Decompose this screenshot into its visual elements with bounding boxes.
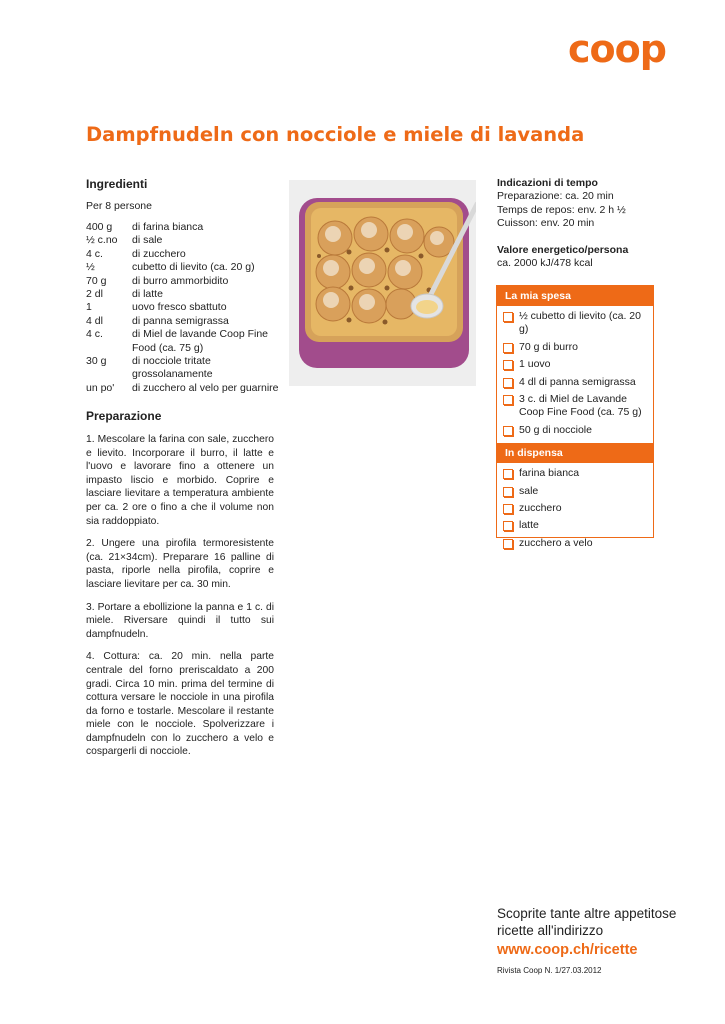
checklist-item (503, 502, 649, 515)
ingredient-row (86, 248, 286, 261)
ingredient-qty: 1 (86, 301, 92, 314)
preparation-steps (86, 433, 274, 768)
ingredient-qty: 2 dl (86, 288, 103, 301)
checklist-item (503, 310, 649, 337)
shopping-list-box (496, 285, 654, 549)
preparation-step: 3. Portare a ebollizione la panna e 1 c. di miele. Riversare quindi il tutto sui dampfnudeln. (86, 601, 274, 640)
issue-info: Rivista Coop N. 1/27.03.2012 (497, 966, 602, 975)
checkbox-icon[interactable] (503, 539, 513, 549)
ingredient-name: di Miel de lavande Coop Fine Food (ca. 75 g) (132, 328, 268, 354)
checklist-item (503, 519, 649, 532)
checklist-label: 1 uovo (519, 358, 551, 371)
website-link[interactable]: www.coop.ch/ricette (497, 942, 638, 958)
checklist-item (503, 485, 649, 498)
checkbox-icon[interactable] (503, 487, 513, 497)
ingredient-row (86, 261, 286, 274)
energy-info (497, 244, 657, 271)
checklist-label: 50 g di nocciole (519, 423, 592, 436)
checkbox-icon[interactable] (503, 504, 513, 514)
ingredient-name: di latte (132, 288, 163, 301)
ingredient-name: di zucchero al velo per guarnire (132, 381, 279, 394)
checklist-item (503, 537, 649, 550)
checklist-label: 3 c. di Miel de Lavande Coop Fine Food (ca. 75 g) (519, 393, 642, 419)
ingredients-heading: Ingredienti (86, 177, 148, 191)
ingredient-qty: 70 g (86, 274, 107, 287)
ingredient-qty: 30 g (86, 355, 107, 368)
checklist-label: latte (519, 519, 539, 532)
checkbox-icon[interactable] (503, 426, 513, 436)
ingredient-name: di panna semigrassa (132, 314, 229, 327)
checklist-label: zucchero (519, 502, 562, 515)
ingredient-qty: 4 c. (86, 328, 103, 341)
ingredient-name: di zucchero (132, 247, 186, 260)
servings-text: Per 8 persone (86, 200, 152, 212)
recipe-title: Dampfnudeln con nocciole e miele di lavanda (86, 123, 585, 146)
dispensa-list (497, 463, 653, 556)
cook-time: Cuisson: env. 20 min (497, 217, 595, 230)
checkbox-icon[interactable] (503, 312, 513, 322)
ingredient-row (86, 382, 286, 395)
checklist-item (503, 358, 649, 371)
ingredient-name: di burro ammorbidito (132, 274, 229, 287)
checklist-item (503, 467, 649, 480)
coop-logo: coop (568, 27, 666, 71)
checkbox-icon[interactable] (503, 378, 513, 388)
ingredient-qty: un po' (86, 381, 115, 394)
ingredient-row (86, 288, 286, 301)
ingredient-row (86, 301, 286, 314)
checklist-item (503, 376, 649, 389)
time-info (497, 177, 657, 231)
ingredient-row (86, 355, 286, 382)
ingredient-qty: 400 g (86, 221, 113, 233)
checklist-label: ½ cubetto di lievito (ca. 20 g) (519, 310, 641, 336)
checklist-item (503, 424, 649, 437)
mia-spesa-heading: La mia spesa (497, 286, 653, 306)
ingredients-list (86, 221, 286, 395)
prep-time: Preparazione: ca. 20 min (497, 190, 614, 203)
time-heading: Indicazioni di tempo (497, 177, 598, 189)
checklist-label: zucchero a velo (519, 536, 593, 549)
checklist-item (503, 341, 649, 354)
ingredient-qty: 4 dl (86, 314, 103, 327)
ingredient-qty: ½ c.no (86, 234, 118, 247)
energy-value: ca. 2000 kJ/478 kcal (497, 257, 593, 270)
checklist-item (503, 393, 649, 420)
checklist-label: 4 dl di panna semigrassa (519, 375, 636, 388)
preparation-step: 1. Mescolare la farina con sale, zucchero e lievito. Incorporare il burro, il latte e l'uovo e lavorare fino a ottenere un impasto liscio e morbido. Coprire e lasciare lievitare a temperatura ambiente per ca. 2 ore o fino a che il volume non sia raddoppiato. (86, 434, 274, 527)
checklist-label: sale (519, 484, 539, 497)
ingredient-row (86, 315, 286, 328)
checkbox-icon[interactable] (503, 360, 513, 370)
preparation-step: 2. Ungere una pirofila termoresistente (ca. 21×34cm). Preparare 16 palline di pasta, riporle nella pirofila, coprire e lasciare lievitare per ca. 30 min. (86, 538, 274, 590)
ingredient-qty: ½ (86, 261, 95, 274)
preparation-heading: Preparazione (86, 409, 162, 423)
ingredient-name: uovo fresco sbattuto (132, 301, 227, 314)
checkbox-icon[interactable] (503, 343, 513, 353)
promo-text: Scoprite tante altre appetitose ricette all'indirizzo (497, 906, 677, 938)
ingredient-qty: 4 c. (86, 247, 103, 260)
checklist-label: 70 g di burro (519, 340, 578, 353)
ingredient-row (86, 328, 286, 355)
baking-dish-illustration (289, 180, 476, 386)
energy-heading: Valore energetico/persona (497, 244, 629, 256)
ingredient-row (86, 221, 286, 234)
ingredient-name: di farina bianca (132, 221, 204, 233)
ingredient-name: di nocciole tritate grossolanamente (132, 355, 213, 381)
checkbox-icon[interactable] (503, 521, 513, 531)
mia-spesa-list (497, 306, 653, 443)
ingredient-row (86, 234, 286, 247)
ingredient-name: cubetto di lievito (ca. 20 g) (132, 261, 255, 274)
rest-time: Temps de repos: env. 2 h ½ (497, 203, 626, 216)
ingredient-row (86, 275, 286, 288)
dish-photo (289, 180, 476, 386)
checklist-label: farina bianca (519, 467, 580, 480)
checkbox-icon[interactable] (503, 395, 513, 405)
ingredient-name: di sale (132, 234, 163, 247)
preparation-step: 4. Cottura: ca. 20 min. nella parte centrale del forno preriscaldato a 200 gradi. Circa 10 min. prima del termine di cottura versare le nocciole in una pirofila da forno e tostarle. Mescolare il restante miele con le nocciole. Spolverizzare i dampfnudeln con lo zucchero a velo e cospargerli di nocciole. (86, 651, 274, 758)
checkbox-icon[interactable] (503, 469, 513, 479)
dispensa-heading: In dispensa (497, 443, 653, 463)
